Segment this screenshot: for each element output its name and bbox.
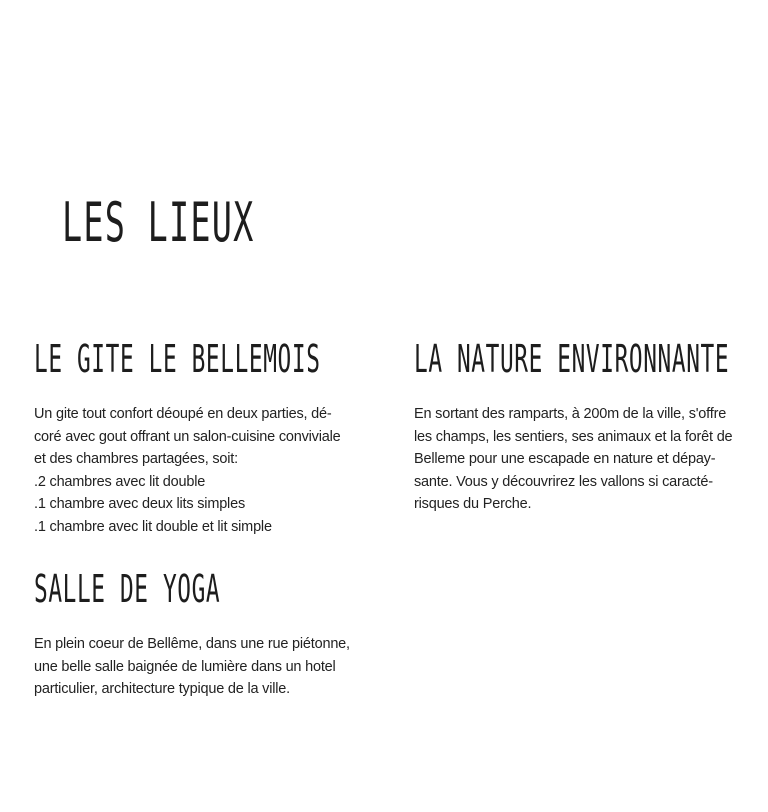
section-yoga [34, 567, 384, 701]
text-line: .1 chambre avec deux lits simples [34, 496, 245, 512]
text-line: et des chambres partagées, soit: [34, 451, 238, 467]
section-title-nature: LA NATURE ENVIRONNANTE [414, 337, 730, 381]
text-line: Un gite tout confort déoupé en deux parties, dé- [34, 406, 332, 422]
text-line: .2 chambres avec lit double [34, 473, 206, 490]
text-line: coré avec gout offrant un salon-cuisine conviviale [34, 428, 341, 445]
text-line: une belle salle baignée de lumière dans un hotel [34, 658, 336, 675]
text-line: sante. Vous y découvrirez les vallons si caracté- [414, 473, 713, 490]
section-text-gite [34, 403, 384, 538]
section-text-nature [414, 403, 754, 516]
text-line: risques du Perche. [414, 496, 532, 512]
text-line: En plein coeur de Bellême, dans une rue piétonne, [34, 636, 350, 652]
text-line: les champs, les sentiers, ses animaux et la forêt de [414, 428, 733, 445]
section-gite [34, 337, 384, 538]
page-title: LES LIEUX [62, 191, 255, 254]
text-line: Belleme pour une escapade en nature et dépay- [414, 451, 716, 467]
text-line: En sortant des ramparts, à 200m de la ville, s'offre [414, 406, 727, 422]
section-text-yoga [34, 633, 384, 701]
section-title-yoga: SALLE DE YOGA [34, 567, 221, 611]
section-title-gite: LE GITE LE BELLEMOIS [34, 337, 321, 381]
text-line: .1 chambre avec lit double et lit simple [34, 518, 272, 535]
text-line: particulier, architecture typique de la ville. [34, 681, 290, 697]
section-nature [414, 337, 754, 516]
